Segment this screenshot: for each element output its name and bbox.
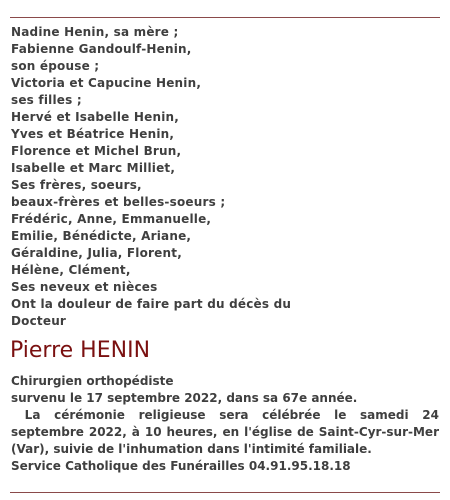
family-line: Yves et Béatrice Henin, bbox=[11, 127, 175, 141]
family-line: Ses neveux et nièces bbox=[11, 280, 158, 294]
family-line: Emilie, Bénédicte, Ariane, bbox=[11, 229, 192, 243]
family-line: Hervé et Isabelle Henin, bbox=[11, 110, 180, 124]
family-line: Géraldine, Julia, Florent, bbox=[11, 246, 182, 260]
top-divider bbox=[10, 17, 440, 18]
family-line: son épouse ; bbox=[11, 59, 100, 73]
family-line: Florence et Michel Brun, bbox=[11, 144, 182, 158]
family-list bbox=[11, 24, 291, 330]
bottom-divider bbox=[10, 492, 440, 493]
ceremony-text: La cérémonie religieuse sera célébrée le samedi 24 septembre 2022, à 10 heures, en l'église de Saint-Cyr-sur-Mer (Var), suivie de l'inhumation dans l'intimité familiale. bbox=[11, 408, 444, 456]
family-line: Ses frères, soeurs, bbox=[11, 178, 142, 192]
family-line: ses filles ; bbox=[11, 93, 82, 107]
obituary-notice bbox=[10, 0, 444, 500]
profession-text: Chirurgien orthopédiste bbox=[11, 374, 174, 388]
death-date-text: survenu le 17 septembre 2022, dans sa 67e année. bbox=[11, 391, 358, 405]
family-line: Fabienne Gandoulf-Henin, bbox=[11, 42, 192, 56]
funeral-service-text: Service Catholique des Funérailles 04.91.95.18.18 bbox=[11, 459, 351, 473]
family-line: Isabelle et Marc Milliet, bbox=[11, 161, 176, 175]
details-block bbox=[11, 373, 444, 475]
family-line: Nadine Henin, sa mère ; bbox=[11, 25, 179, 39]
family-line: Frédéric, Anne, Emmanuelle, bbox=[11, 212, 212, 226]
family-line: beaux-frères et belles-soeurs ; bbox=[11, 195, 226, 209]
deceased-name: Pierre HENIN bbox=[10, 338, 151, 363]
family-line: Ont la douleur de faire part du décès du bbox=[11, 297, 292, 311]
family-line: Docteur bbox=[11, 314, 67, 328]
family-line: Hélène, Clément, bbox=[11, 263, 131, 277]
family-line: Victoria et Capucine Henin, bbox=[11, 76, 202, 90]
